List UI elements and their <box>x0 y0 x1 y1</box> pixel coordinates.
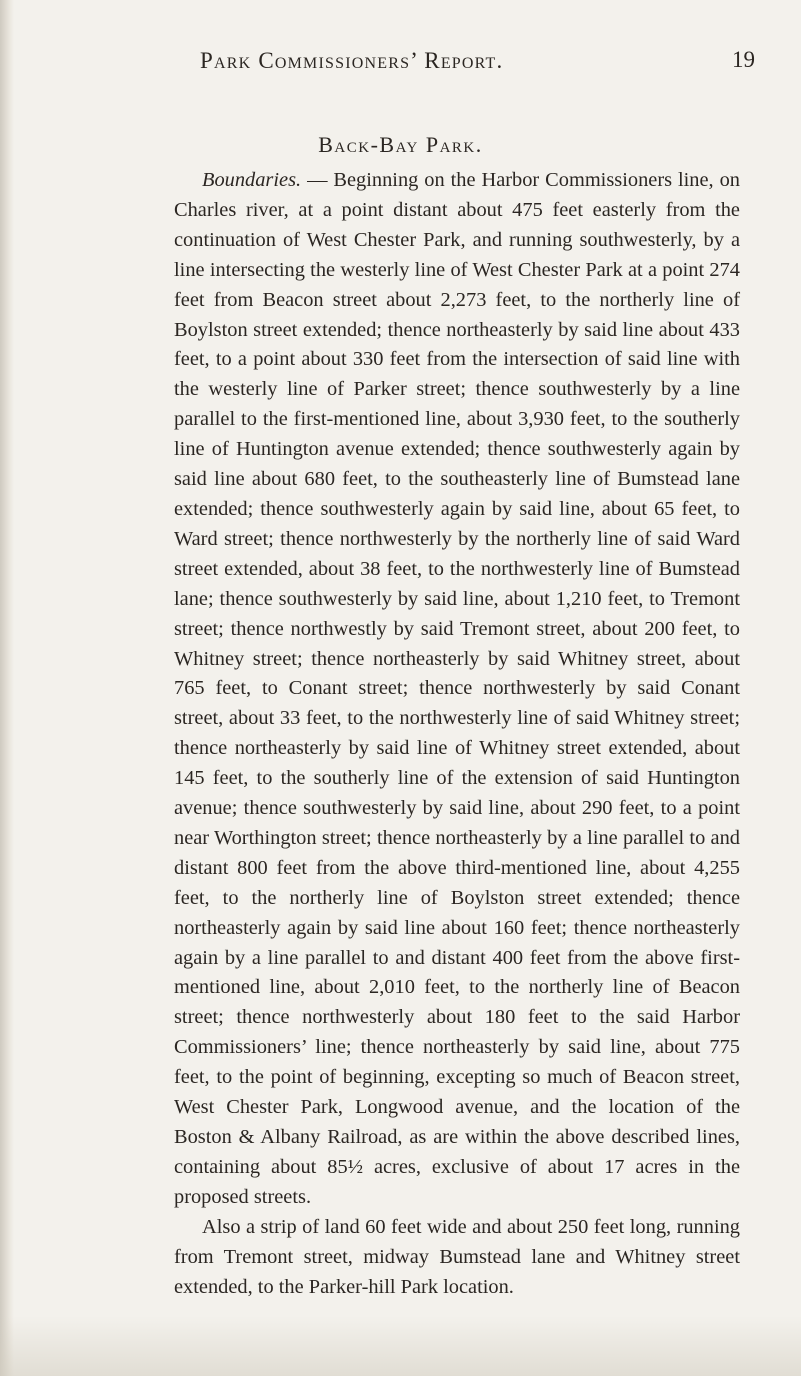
running-head: Park Commissioners’ Report. <box>200 48 504 73</box>
paragraph-strip-of-land: Also a strip of land 60 feet wide and about 250 feet long, running from Tremont street, midway Bumstead lane and Whitney street extended, to the Parker-hill Park location. <box>174 1215 740 1298</box>
paragraph-lead-boundaries: Boundaries. <box>202 169 302 191</box>
body-text <box>174 166 740 1302</box>
paragraph-boundaries <box>174 166 740 1213</box>
paragraph-boundaries-text: — Beginning on the Harbor Commissioners line, on Charles river, at a point distant about 475 feet easterly from the continuation of West Chester Park, and running southwesterly, by a line intersecting the westerly line of West Chester Park at a point 274 feet from Beacon street about 2,273 feet, to the northerly line of Boylston street extended; thence northeasterly by said line about 433 feet, to a point about 330 feet from the intersection of said line with the westerly line of Parker street; thence southwesterly by a line parallel to the first-mentioned line, about 3,930 feet, to the southerly line of Huntington avenue extended; thence southwesterly again by said line about 680 feet, to the southeasterly line of Bumstead lane extended; thence southwesterly again by said line, about 65 feet, to Ward street; thence northwesterly by the northerly line of said Ward street extended, about 38 feet, to the northwesterly line of Bumstead lane; thence southwesterly by said line, about 1,210 feet, to Tremont street; thence northwestly by said Tremont street, about 200 feet, to Whitney street; thence northeasterly by said Whitney street, about 765 feet, to Conant street; thence northwesterly by said Conant street, about 33 feet, to the northwesterly line of said Whitney street; thence northeasterly by said line of Whitney street extended, about 145 feet, to the southerly line of the extension of said Huntington avenue; thence southwesterly by said line, about 290 feet, to a point near Worthington street; thence northeasterly by a line parallel to and distant 800 feet from the above third-mentioned line, about 4,255 feet, to the northerly line of Boylston street extended; thence northeasterly again by said line about 160 feet; thence northeasterly again by a line parallel to and distant 400 feet from the above first-mentioned line, about 2,010 feet, to the northerly line of Beacon street; thence northwesterly about 180 feet to the said Harbor Commissioners’ line; thence northeasterly by said line, about 775 feet, to the point of beginning, excepting so much of Beacon street, West Chester Park, Longwood avenue, and the location of the Boston & Albany Railroad, as are within the above described lines, containing about 85½ acres, exclusive of about 17 acres in the proposed streets. <box>174 169 740 1208</box>
section-title: Back-Bay Park. <box>318 132 483 157</box>
page-bottom-shadow <box>0 1316 801 1376</box>
page-number: 19 <box>732 47 755 72</box>
page-edge-shadow <box>0 0 14 1376</box>
